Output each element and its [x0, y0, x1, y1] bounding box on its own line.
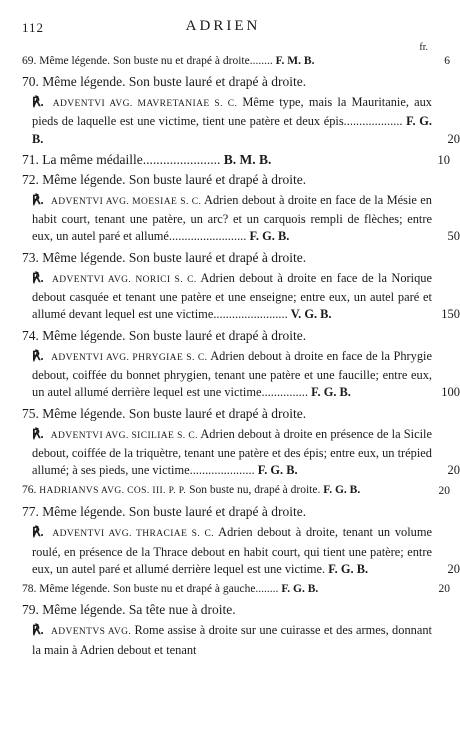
entry-text: Même légende. Son buste lauré et drapé à droite. [42, 405, 307, 421]
entry-number: 69. [22, 55, 37, 67]
entry-price: 20 [447, 131, 460, 146]
reverse-description [22, 270, 460, 324]
entry-number: 72. [22, 171, 39, 187]
entry-rarity: B. M. B. [223, 151, 272, 167]
entry-text: Même légende. Son buste lauré et drapé à droite. [42, 504, 307, 520]
reverse-description [22, 348, 460, 402]
entry-text: Adrien debout à droite en face de la Phrygie debout, coiffée du bonnet phrygien, tenant une patère et une faucille; entre eux, un autel allumé derrière lequel est une victime............... [32, 348, 432, 400]
coin-legend: HADRIANVS AVG. COS. III. P. P. [39, 486, 187, 497]
reverse-symbol: ℟. [32, 95, 44, 109]
entry-number: 74. [22, 327, 39, 343]
entry-rarity: F. G. B. [257, 463, 298, 478]
coin-legend: ADVENTVI AVG. THRACIAE S. C. [52, 529, 215, 540]
entry-rarity: F. M. B. [275, 55, 315, 67]
reverse-description [22, 192, 460, 246]
reverse-symbol: ℟. [32, 426, 44, 441]
catalog-entry [22, 404, 422, 424]
entry-text: Même légende. Son buste lauré et drapé à droite. [42, 327, 307, 343]
catalog-entries [22, 52, 460, 659]
entry-rarity: V. G. B. [290, 307, 332, 322]
entry-number: 71. [22, 151, 39, 167]
entry-text: Adrien debout à droite, tenant un volume roulé, en présence de la Thrace debout en habit court, qui tient une patère; entre eux, un autel paré et allumé derrière lequel est une victime. [32, 525, 432, 577]
reverse-description [22, 94, 460, 148]
reverse-description [22, 524, 460, 578]
page-number: 112 [22, 20, 45, 35]
reverse-description [22, 622, 432, 659]
entry-price: 10 [437, 152, 450, 167]
coin-legend: ADVENTVI AVG. NORICI S. C. [52, 274, 197, 285]
entry-text: Adrien debout à droite en face de la Norique debout casquée et tenant une patère et une enseigne; entre eux, un autel paré et allumé devant lequel est une victime........................ [32, 270, 432, 322]
reverse-symbol: ℟. [32, 270, 44, 285]
reverse-symbol: ℟. [32, 348, 44, 363]
entry-number: 79. [22, 602, 39, 618]
coin-legend: ADVENTVI AVG. MOESIAE S. C. [50, 196, 202, 207]
reverse-symbol: ℟. [32, 623, 44, 638]
catalog-entry [22, 150, 450, 170]
entry-text: Son buste nu, drapé à droite. [189, 484, 321, 497]
page-header [22, 18, 424, 38]
coin-legend: ADVENTVS AVG. [50, 627, 132, 638]
catalog-entry [22, 481, 450, 500]
entry-text: Même légende. Son buste lauré et drapé à droite. [42, 74, 307, 89]
catalog-entry [22, 72, 422, 92]
catalog-entry [22, 170, 422, 190]
catalog-entry [22, 326, 422, 346]
entry-number: 75. [22, 405, 39, 421]
entry-rarity: F. G. B. [328, 562, 369, 577]
coin-legend: ADVENTVI AVG. SICILIAE S. C. [50, 430, 198, 441]
entry-price: 20 [438, 583, 450, 596]
entry-price: 20 [447, 562, 460, 577]
entry-rarity: F. G. B. [32, 114, 432, 146]
catalog-entry [22, 52, 450, 70]
entry-price: 100 [441, 385, 460, 400]
entry-price: 50 [447, 229, 460, 244]
entry-rarity: F. G. B. [323, 484, 361, 497]
entry-text: Même légende. Sa tête nue à droite. [42, 602, 236, 618]
coin-legend: ADVENTVI AVG. PHRYGIAE S. C. [51, 352, 208, 363]
entry-rarity: F. G. B. [311, 385, 351, 400]
coin-legend: ADVENTVI AVG. MAVRETANIAE S. C. [52, 99, 238, 109]
entry-price: 20 [438, 485, 450, 498]
entry-text: Rome assise à droite sur une cuirasse et des armes, donnant la main à Adrien debout et tenant [32, 623, 432, 657]
reverse-description [22, 426, 460, 480]
entry-text: Même légende. Son buste lauré et drapé à droite. [42, 249, 307, 265]
entry-price: 20 [447, 463, 460, 478]
catalog-entry [22, 502, 422, 522]
catalog-entry [22, 600, 422, 620]
entry-text: Même légende. Son buste nu et drapé à gauche........ [39, 583, 279, 596]
entry-price: 6 [444, 55, 450, 67]
entry-text: Adrien debout à droite en présence de la Sicile debout, coiffée de la triquètre, tenant une patère et des épis; entre eux, un trépied allumé; à ses pieds, une victime..................... [32, 426, 432, 478]
entry-rarity: F. G. B. [249, 229, 290, 244]
entry-text: Même légende. Son buste lauré et drapé à droite. [42, 171, 307, 187]
entry-text: Même type, mais la Mauritanie, aux pieds de laquelle est une victime, tient une patère et deux épis................... [32, 95, 432, 129]
reverse-symbol: ℟. [32, 525, 44, 540]
entry-text: La même médaille....................... [42, 151, 221, 167]
entry-number: 73. [22, 249, 39, 265]
entry-number: 76. [22, 484, 37, 497]
entry-text: Adrien debout à droite en face de la Mésie en habit court, tenant une patère, un arc? et un carquois rempli de flèches; entre eux, un autel paré et allumé......................... [32, 192, 432, 244]
column-note: fr. [419, 42, 428, 53]
entry-number: 70. [22, 74, 39, 89]
catalog-entry [22, 248, 422, 268]
entry-text: Même légende. Son buste nu et drapé à droite........ [39, 55, 273, 67]
entry-number: 77. [22, 504, 39, 520]
reverse-symbol: ℟. [32, 192, 44, 207]
page-title: ADRIEN [185, 18, 261, 34]
catalog-entry [22, 580, 450, 598]
entry-rarity: F. G. B. [281, 583, 319, 596]
entry-number: 78. [22, 583, 37, 596]
entry-price: 150 [441, 307, 460, 322]
